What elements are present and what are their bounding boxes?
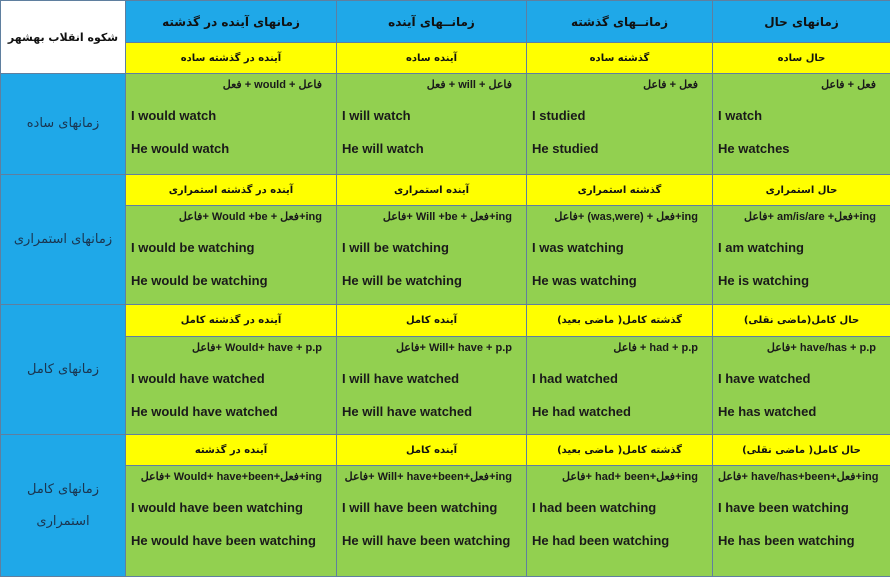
row-header-simple: زمانهای ساده: [1, 74, 126, 175]
example-line: I have been watching: [718, 500, 890, 516]
formula: فاعل+ have/has+been+فعل+ing: [718, 466, 890, 492]
tense-cell: [527, 337, 713, 435]
example-line: He would have been watching: [131, 533, 336, 549]
tense-cell: [527, 74, 713, 175]
subtitle-cell: آینده در گذشته: [126, 435, 337, 466]
formula: فعل + would + فاعل: [131, 74, 336, 100]
column-header-future: زمانــهای آینده: [337, 1, 527, 43]
formula: فعل + فاعل: [718, 74, 890, 100]
tense-cell: [126, 74, 337, 175]
example-line: I will have watched: [342, 371, 526, 387]
example-line: He had watched: [532, 404, 712, 420]
formula: فاعل+ had+ been+فعل+ing: [532, 466, 712, 492]
subtitle-cell: آینده در گذشته استمراری: [126, 175, 337, 206]
example-line: I have watched: [718, 371, 890, 387]
subtitle-row-perfect: [1, 305, 890, 337]
example-line: I had watched: [532, 371, 712, 387]
subtitle-cell: آینده در گذشته کامل: [126, 305, 337, 337]
tense-cell: [713, 337, 890, 435]
tense-cell: [337, 206, 527, 305]
example-line: I will watch: [342, 108, 526, 124]
subtitle-cell: حال استمراری: [713, 175, 890, 206]
tense-cell: [126, 206, 337, 305]
content-row-simple: [1, 74, 890, 175]
subtitle-cell: گذشته استمراری: [527, 175, 713, 206]
subtitle-row-simple: [1, 43, 890, 74]
column-header-future-in-past: زمانهای آینده در گذشته: [126, 1, 337, 43]
tense-cell: [527, 466, 713, 577]
example-line: He was watching: [532, 273, 712, 289]
content-row-perfect: [1, 337, 890, 435]
subtitle-row-perfect-continuous: [1, 435, 890, 466]
example-line: I would have been watching: [131, 500, 336, 516]
tense-cell: [713, 206, 890, 305]
example-line: I watch: [718, 108, 890, 124]
formula: فاعل + had + p.p: [532, 337, 712, 363]
formula: فاعل+ Will +be + فعل+ing: [342, 206, 526, 232]
example-line: He has watched: [718, 404, 890, 420]
example-line: He is watching: [718, 273, 890, 289]
example-line: I am watching: [718, 240, 890, 256]
tense-cell: [527, 206, 713, 305]
subtitle-cell: گذشته کامل( ماضی بعید): [527, 305, 713, 337]
subtitle-cell: آینده استمراری: [337, 175, 527, 206]
subtitle-row-continuous: [1, 175, 890, 206]
subtitle-cell: حال کامل(ماضی نقلی): [713, 305, 890, 337]
example-line: He will watch: [342, 141, 526, 157]
formula: فاعل+ Would+ have + p.p: [131, 337, 336, 363]
row-header-continuous: زمانهای استمراری: [1, 175, 126, 305]
example-line: He would have watched: [131, 404, 336, 420]
formula: فاعل+ Would+ have+been+فعل+ing: [131, 466, 336, 492]
tense-cell: [126, 337, 337, 435]
example-line: I would have watched: [131, 371, 336, 387]
column-header-present: زمانهای حال: [713, 1, 890, 43]
tense-cell: [713, 466, 890, 577]
content-row-perfect-continuous: [1, 466, 890, 577]
formula: فاعل+ Will+ have + p.p: [342, 337, 526, 363]
example-line: He has been watching: [718, 533, 890, 549]
content-row-continuous: [1, 206, 890, 305]
subtitle-cell: حال کامل( ماضی نقلی): [713, 435, 890, 466]
example-line: I studied: [532, 108, 712, 124]
formula: فاعل+ Will+ have+been+فعل+ing: [342, 466, 526, 492]
formula: فعل + will + فاعل: [342, 74, 526, 100]
formula: فاعل+ am/is/are +فعل+ing: [718, 206, 890, 232]
formula: فاعل+ (was,were) + فعل+ing: [532, 206, 712, 232]
column-header-past: زمانــهای گذشته: [527, 1, 713, 43]
subtitle-cell: آینده ساده: [337, 43, 527, 74]
tense-cell: [713, 74, 890, 175]
example-line: He watches: [718, 141, 890, 157]
example-line: I would watch: [131, 108, 336, 124]
tense-cell: [337, 466, 527, 577]
example-line: I would be watching: [131, 240, 336, 256]
formula: فاعل+ Would +be + فعل+ing: [131, 206, 336, 232]
example-line: I had been watching: [532, 500, 712, 516]
example-line: He had been watching: [532, 533, 712, 549]
subtitle-cell: آینده کامل: [337, 305, 527, 337]
row-header-perfect-continuous: زمانهای کامل استمراری: [1, 435, 126, 577]
subtitle-cell: آینده کامل: [337, 435, 527, 466]
example-line: He will have been watching: [342, 533, 526, 549]
example-line: He would be watching: [131, 273, 336, 289]
formula: فاعل+ have/has + p.p: [718, 337, 890, 363]
tense-cell: [337, 74, 527, 175]
tense-cell: [126, 466, 337, 577]
example-line: He studied: [532, 141, 712, 157]
formula: فعل + فاعل: [532, 74, 712, 100]
tense-cell: [337, 337, 527, 435]
page-title: شکوه انقلاب بهشهر: [1, 1, 126, 74]
example-line: I will have been watching: [342, 500, 526, 516]
example-line: I was watching: [532, 240, 712, 256]
example-line: He will have watched: [342, 404, 526, 420]
subtitle-cell: گذشته ساده: [527, 43, 713, 74]
subtitle-cell: حال ساده: [713, 43, 890, 74]
example-line: I will be watching: [342, 240, 526, 256]
subtitle-cell: گذشته کامل( ماضی بعید): [527, 435, 713, 466]
example-line: He would watch: [131, 141, 336, 157]
row-header-perfect: زمانهای کامل: [1, 305, 126, 435]
header-row: [1, 1, 890, 43]
example-line: He will be watching: [342, 273, 526, 289]
subtitle-cell: آینده در گذشته ساده: [126, 43, 337, 74]
